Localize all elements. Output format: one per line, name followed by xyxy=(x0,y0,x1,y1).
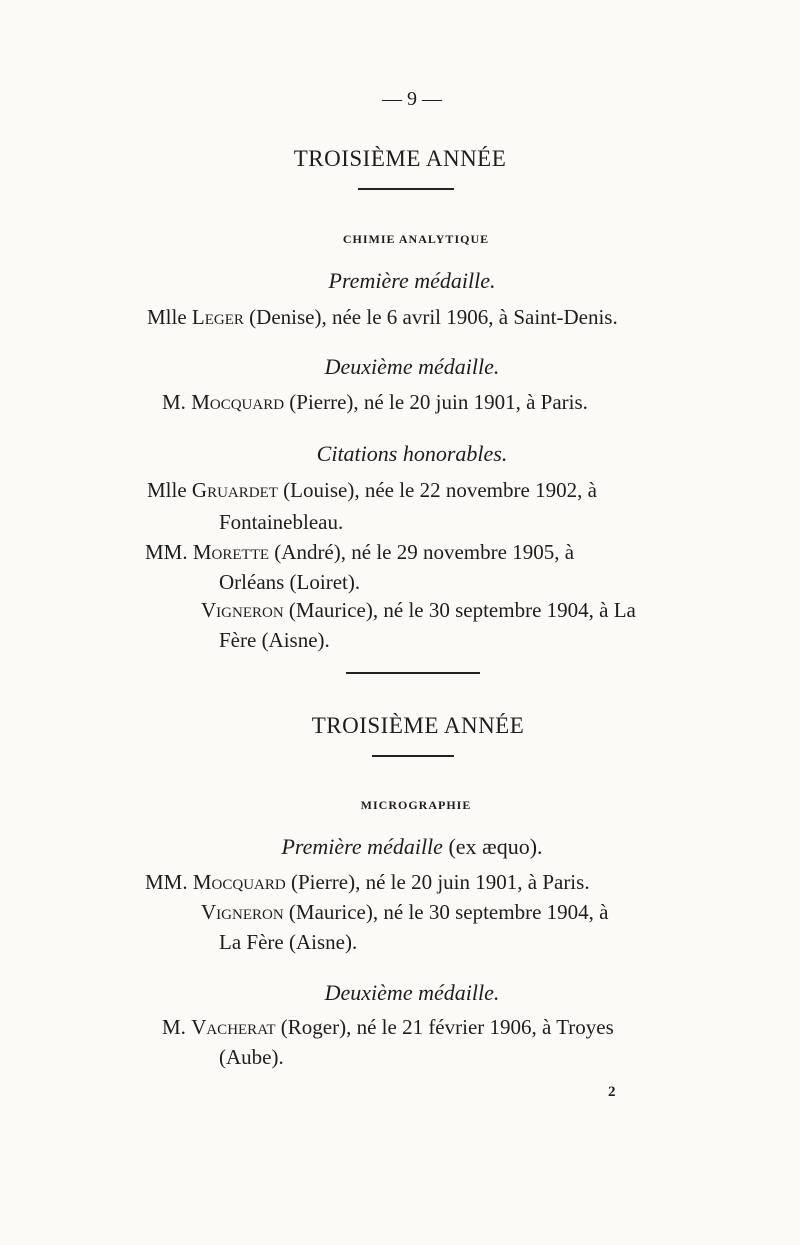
award-title: Deuxième médaille. xyxy=(324,354,500,379)
entry xyxy=(147,305,618,330)
section-heading: TROISIÈME ANNÉE xyxy=(293,146,507,171)
page-number: — 9 — xyxy=(382,88,442,110)
entry-details: (Roger), né le 21 février 1906, à Troyes xyxy=(280,1015,614,1039)
entry-details: (Denise), née le 6 avril 1906, à Saint-Denis. xyxy=(249,305,618,329)
entry xyxy=(162,390,588,415)
entry-prefix: MM. xyxy=(145,870,188,894)
award-title xyxy=(12,834,800,860)
entry-details: (Pierre), né le 20 juin 1901, à Paris. xyxy=(289,390,588,414)
short-rule xyxy=(372,755,454,757)
entry xyxy=(201,598,636,623)
entry-surname: Leger xyxy=(191,305,244,329)
award-title-rest: (ex æquo). xyxy=(448,834,543,859)
entry-prefix: MM. xyxy=(145,540,188,564)
entry-surname: Vacherat xyxy=(191,1015,276,1039)
award-title: Citations honorables. xyxy=(316,441,508,466)
entry-continuation: La Fère (Aisne). xyxy=(219,930,358,954)
award-title: Deuxième médaille. xyxy=(324,980,500,1005)
entry-details: (André), né le 29 novembre 1905, à xyxy=(274,540,575,564)
award-title: Première médaille. xyxy=(328,268,496,293)
entry-continuation: Fère (Aisne). xyxy=(219,628,330,652)
entry-surname: Mocquard xyxy=(192,870,286,894)
entry-prefix: Mlle xyxy=(147,305,187,329)
award-title-italic: Première médaille xyxy=(281,834,443,859)
signature-mark: 2 xyxy=(608,1084,616,1100)
entry xyxy=(145,870,590,895)
entry-surname: Mocquard xyxy=(191,390,285,414)
subject-title: MICROGRAPHIE xyxy=(360,798,472,812)
entry-surname: Gruardet xyxy=(191,478,278,502)
entry-prefix: Mlle xyxy=(147,478,187,502)
entry-surname: Vigneron xyxy=(201,598,284,622)
section-heading: TROISIÈME ANNÉE xyxy=(311,713,525,738)
entry-details: (Louise), née le 22 novembre 1902, à xyxy=(283,478,597,502)
entry xyxy=(162,1015,614,1040)
entry-surname: Vigneron xyxy=(201,900,284,924)
subject-title: CHIMIE ANALYTIQUE xyxy=(342,232,490,246)
entry-prefix: M. xyxy=(162,1015,186,1039)
entry-details: (Maurice), né le 30 septembre 1904, à La xyxy=(288,598,636,622)
entry-continuation: Fontainebleau. xyxy=(219,510,344,534)
entry-continuation: (Aube). xyxy=(219,1045,284,1069)
entry-prefix: M. xyxy=(162,390,186,414)
entry-surname: Morette xyxy=(192,540,270,564)
entry-details: (Maurice), né le 30 septembre 1904, à xyxy=(288,900,609,924)
entry-details: (Pierre), né le 20 juin 1901, à Paris. xyxy=(290,870,590,894)
section-divider xyxy=(346,672,480,674)
entry xyxy=(201,900,608,925)
entry xyxy=(147,478,597,503)
entry xyxy=(145,540,574,565)
short-rule xyxy=(358,188,454,190)
entry-continuation: Orléans (Loiret). xyxy=(219,570,361,594)
